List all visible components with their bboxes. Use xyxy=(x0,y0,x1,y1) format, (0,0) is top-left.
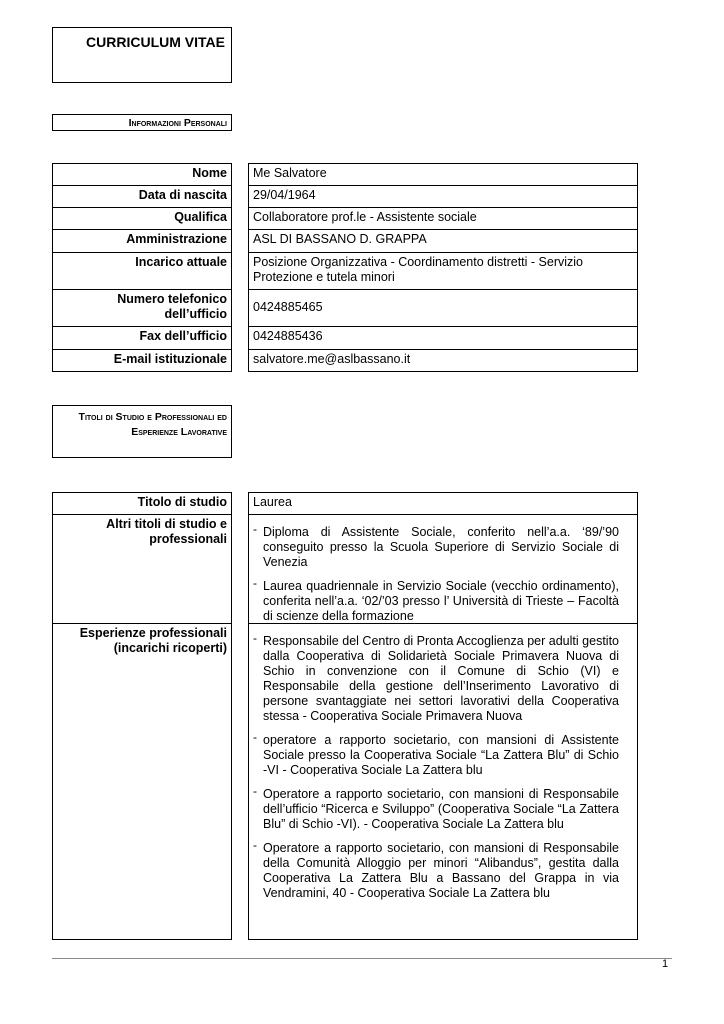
label-incarico-attuale: Incarico attuale xyxy=(52,252,232,290)
value-email: salvatore.me@aslbassano.it xyxy=(248,349,638,372)
value-data-nascita: 29/04/1964 xyxy=(248,185,638,208)
label-qualifica: Qualifica xyxy=(52,207,232,230)
value-titolo-studio: Laurea xyxy=(248,492,638,515)
label-esperienze: Esperienze professionali (incarichi ricoperti) xyxy=(52,623,232,940)
label-altri-titoli: Altri titoli di studio e professionali xyxy=(52,514,232,624)
label-data-nascita: Data di nascita xyxy=(52,185,232,208)
label-telefono: Numero telefonico dell’ufficio xyxy=(52,289,232,327)
value-amministrazione: ASL DI BASSANO D. GRAPPA xyxy=(248,229,638,253)
value-qualifica: Collaboratore prof.le - Assistente sociale xyxy=(248,207,638,230)
title-box xyxy=(52,27,232,83)
document-title: CURRICULUM VITAE xyxy=(86,34,225,50)
value-nome: Me Salvatore xyxy=(248,163,638,186)
list-item: - Laurea quadriennale in Servizio Sociale (vecchio ordinamento), conferita nell’a.a. ‘02/’03 presso l’ Università di Trieste – Facoltà di scienze della formazione xyxy=(253,576,619,623)
value-esperienze xyxy=(248,623,638,940)
section-personal-heading: Informazioni Personali xyxy=(52,114,232,131)
label-nome: Nome xyxy=(52,163,232,186)
label-fax: Fax dell’ufficio xyxy=(52,326,232,350)
list-item: - Operatore a rapporto societario, con mansioni di Responsabile dell’ufficio “Ricerca e Sviluppo” (Cooperativa Sociale “La Zattera Blu” di Schio -VI). - Cooperativa Sociale La Zattera blu xyxy=(253,784,619,831)
list-item: - Responsabile del Centro di Pronta Accoglienza per adulti gestito dalla Cooperativa di Solidarietà Sociale Primavera Nuova di Schio in convenzione con il Comune di Schio (VI) e Responsabile della gestione dell’Inserimento Lavorativo di persone svantaggiate nei settori lavorativi della Cooperativa stessa - Cooperativa Sociale Primavera Nuova xyxy=(253,631,619,723)
label-titolo-studio: Titolo di studio xyxy=(52,492,232,515)
value-incarico-attuale: Posizione Organizzativa - Coordinamento distretti - Servizio Protezione e tutela minori xyxy=(248,252,638,290)
page-number: 1 xyxy=(662,958,669,970)
value-altri-titoli xyxy=(248,514,638,624)
list-item: - Operatore a rapporto societario, con mansioni di Responsabile della Comunità Alloggio per minori “Alibandus”, gestita dalla Cooperativa La Zattera Blu a Bassano del Grappa in via Vendramini, 40 - Cooperativa Sociale La Zattera blu xyxy=(253,838,619,900)
label-amministrazione: Amministrazione xyxy=(52,229,232,253)
list-item: - Diploma di Assistente Sociale, conferito nell’a.a. ‘89/’90 conseguito presso la Scuola Superiore di Servizio Sociale di Venezia xyxy=(253,522,619,569)
label-email: E-mail istituzionale xyxy=(52,349,232,372)
section-titles-heading: Titoli di Studio e Professionali ed Esperienze Lavorative xyxy=(52,405,232,458)
value-telefono: 0424885465 xyxy=(248,289,638,327)
list-item: - operatore a rapporto societario, con mansioni di Assistente Sociale presso la Cooperativa Sociale “La Zattera Blu” di Schio -VI - Cooperativa Sociale La Zattera blu xyxy=(253,730,619,777)
value-fax: 0424885436 xyxy=(248,326,638,350)
footer-divider xyxy=(52,958,672,959)
